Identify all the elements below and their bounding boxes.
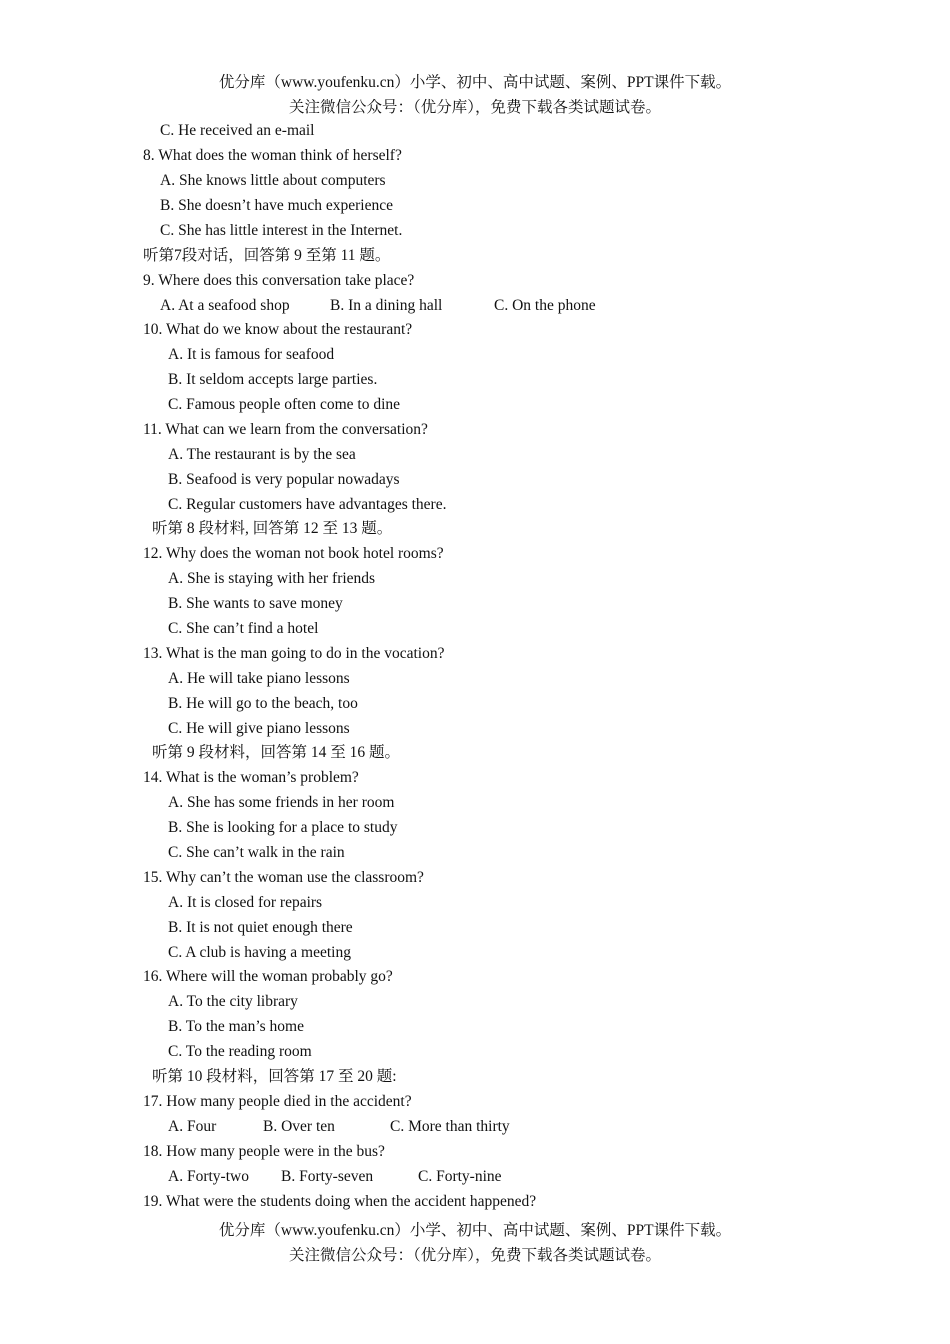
q13-option-c: C. He will give piano lessons <box>168 720 350 737</box>
q9-option-b: B. In a dining hall <box>330 297 443 314</box>
q18-option-c: C. Forty-nine <box>418 1168 502 1185</box>
q8-option-a: A. She knows little about computers <box>160 172 386 189</box>
q9-option-c: C. On the phone <box>494 297 596 314</box>
q18-option-b: B. Forty-seven <box>281 1168 374 1185</box>
q17-option-c: C. More than thirty <box>390 1118 510 1135</box>
q16-option-a: A. To the city library <box>168 993 298 1010</box>
q19-stem: 19. What were the students doing when the accident happened? <box>143 1193 537 1210</box>
q12-stem: 12. Why does the woman not book hotel rooms? <box>143 545 444 562</box>
q9-stem: 9. Where does this conversation take place? <box>143 272 415 289</box>
q12-option-c: C. She can’t find a hotel <box>168 620 319 637</box>
section-7-instruction: 听第7段对话，回答第 9 至第 11 题。 <box>143 247 391 264</box>
q18-option-a: A. Forty-two <box>168 1168 249 1185</box>
q16-stem: 16. Where will the woman probably go? <box>143 968 393 985</box>
footer-wechat-line: 关注微信公众号：（优分库），免费下载各类试题试卷。 <box>288 1247 661 1264</box>
q11-option-a: A. The restaurant is by the sea <box>168 446 356 463</box>
section-9-instruction: 听第 9 段材料，回答第 14 至 16 题。 <box>152 744 401 761</box>
q15-option-c: C. A club is having a meeting <box>168 944 351 961</box>
q12-option-a: A. She is staying with her friends <box>168 570 376 587</box>
q8-option-b: B. She doesn’t have much experience <box>160 197 393 214</box>
q14-option-a: A. She has some friends in her room <box>168 794 395 811</box>
q16-option-c: C. To the reading room <box>168 1043 312 1060</box>
q13-option-a: A. He will take piano lessons <box>168 670 350 687</box>
q15-stem: 15. Why can’t the woman use the classroom? <box>143 869 424 886</box>
q14-option-b: B. She is looking for a place to study <box>168 819 398 836</box>
q10-option-c: C. Famous people often come to dine <box>168 396 401 413</box>
section-10-instruction: 听第 10 段材料，回答第 17 至 20 题: <box>152 1068 397 1085</box>
q18-stem: 18. How many people were in the bus? <box>143 1143 385 1160</box>
q13-option-b: B. He will go to the beach, too <box>168 695 358 712</box>
q14-stem: 14. What is the woman’s problem? <box>143 769 359 786</box>
q10-option-a: A. It is famous for seafood <box>168 346 335 363</box>
footer-site-line: 优分库（www.youfenku.cn）小学、初中、高中试题、案例、PPT课件下载。 <box>218 1222 732 1239</box>
q11-stem: 11. What can we learn from the conversation? <box>143 421 428 438</box>
header-site-line: 优分库（www.youfenku.cn）小学、初中、高中试题、案例、PPT课件下载。 <box>218 74 732 91</box>
q10-stem: 10. What do we know about the restaurant? <box>143 321 413 338</box>
header-wechat-line: 关注微信公众号：（优分库），免费下载各类试题试卷。 <box>288 99 661 116</box>
q7-option-c: C. He received an e-mail <box>160 122 315 139</box>
q9-option-a: A. At a seafood shop <box>160 297 290 314</box>
section-8-instruction: 听第 8 段材料, 回答第 12 至 13 题。 <box>152 520 393 537</box>
q13-stem: 13. What is the man going to do in the vocation? <box>143 645 445 662</box>
q10-option-b: B. It seldom accepts large parties. <box>168 371 378 388</box>
q14-option-c: C. She can’t walk in the rain <box>168 844 345 861</box>
q17-option-a: A. Four <box>168 1118 217 1135</box>
q8-option-c: C. She has little interest in the Internet. <box>160 222 403 239</box>
q16-option-b: B. To the man’s home <box>168 1018 304 1035</box>
q15-option-b: B. It is not quiet enough there <box>168 919 353 936</box>
q12-option-b: B. She wants to save money <box>168 595 343 612</box>
q17-stem: 17. How many people died in the accident? <box>143 1093 412 1110</box>
q8-stem: 8. What does the woman think of herself? <box>143 147 402 164</box>
q11-option-b: B. Seafood is very popular nowadays <box>168 471 400 488</box>
q15-option-a: A. It is closed for repairs <box>168 894 323 911</box>
q17-option-b: B. Over ten <box>263 1118 335 1135</box>
q11-option-c: C. Regular customers have advantages there. <box>168 496 447 513</box>
